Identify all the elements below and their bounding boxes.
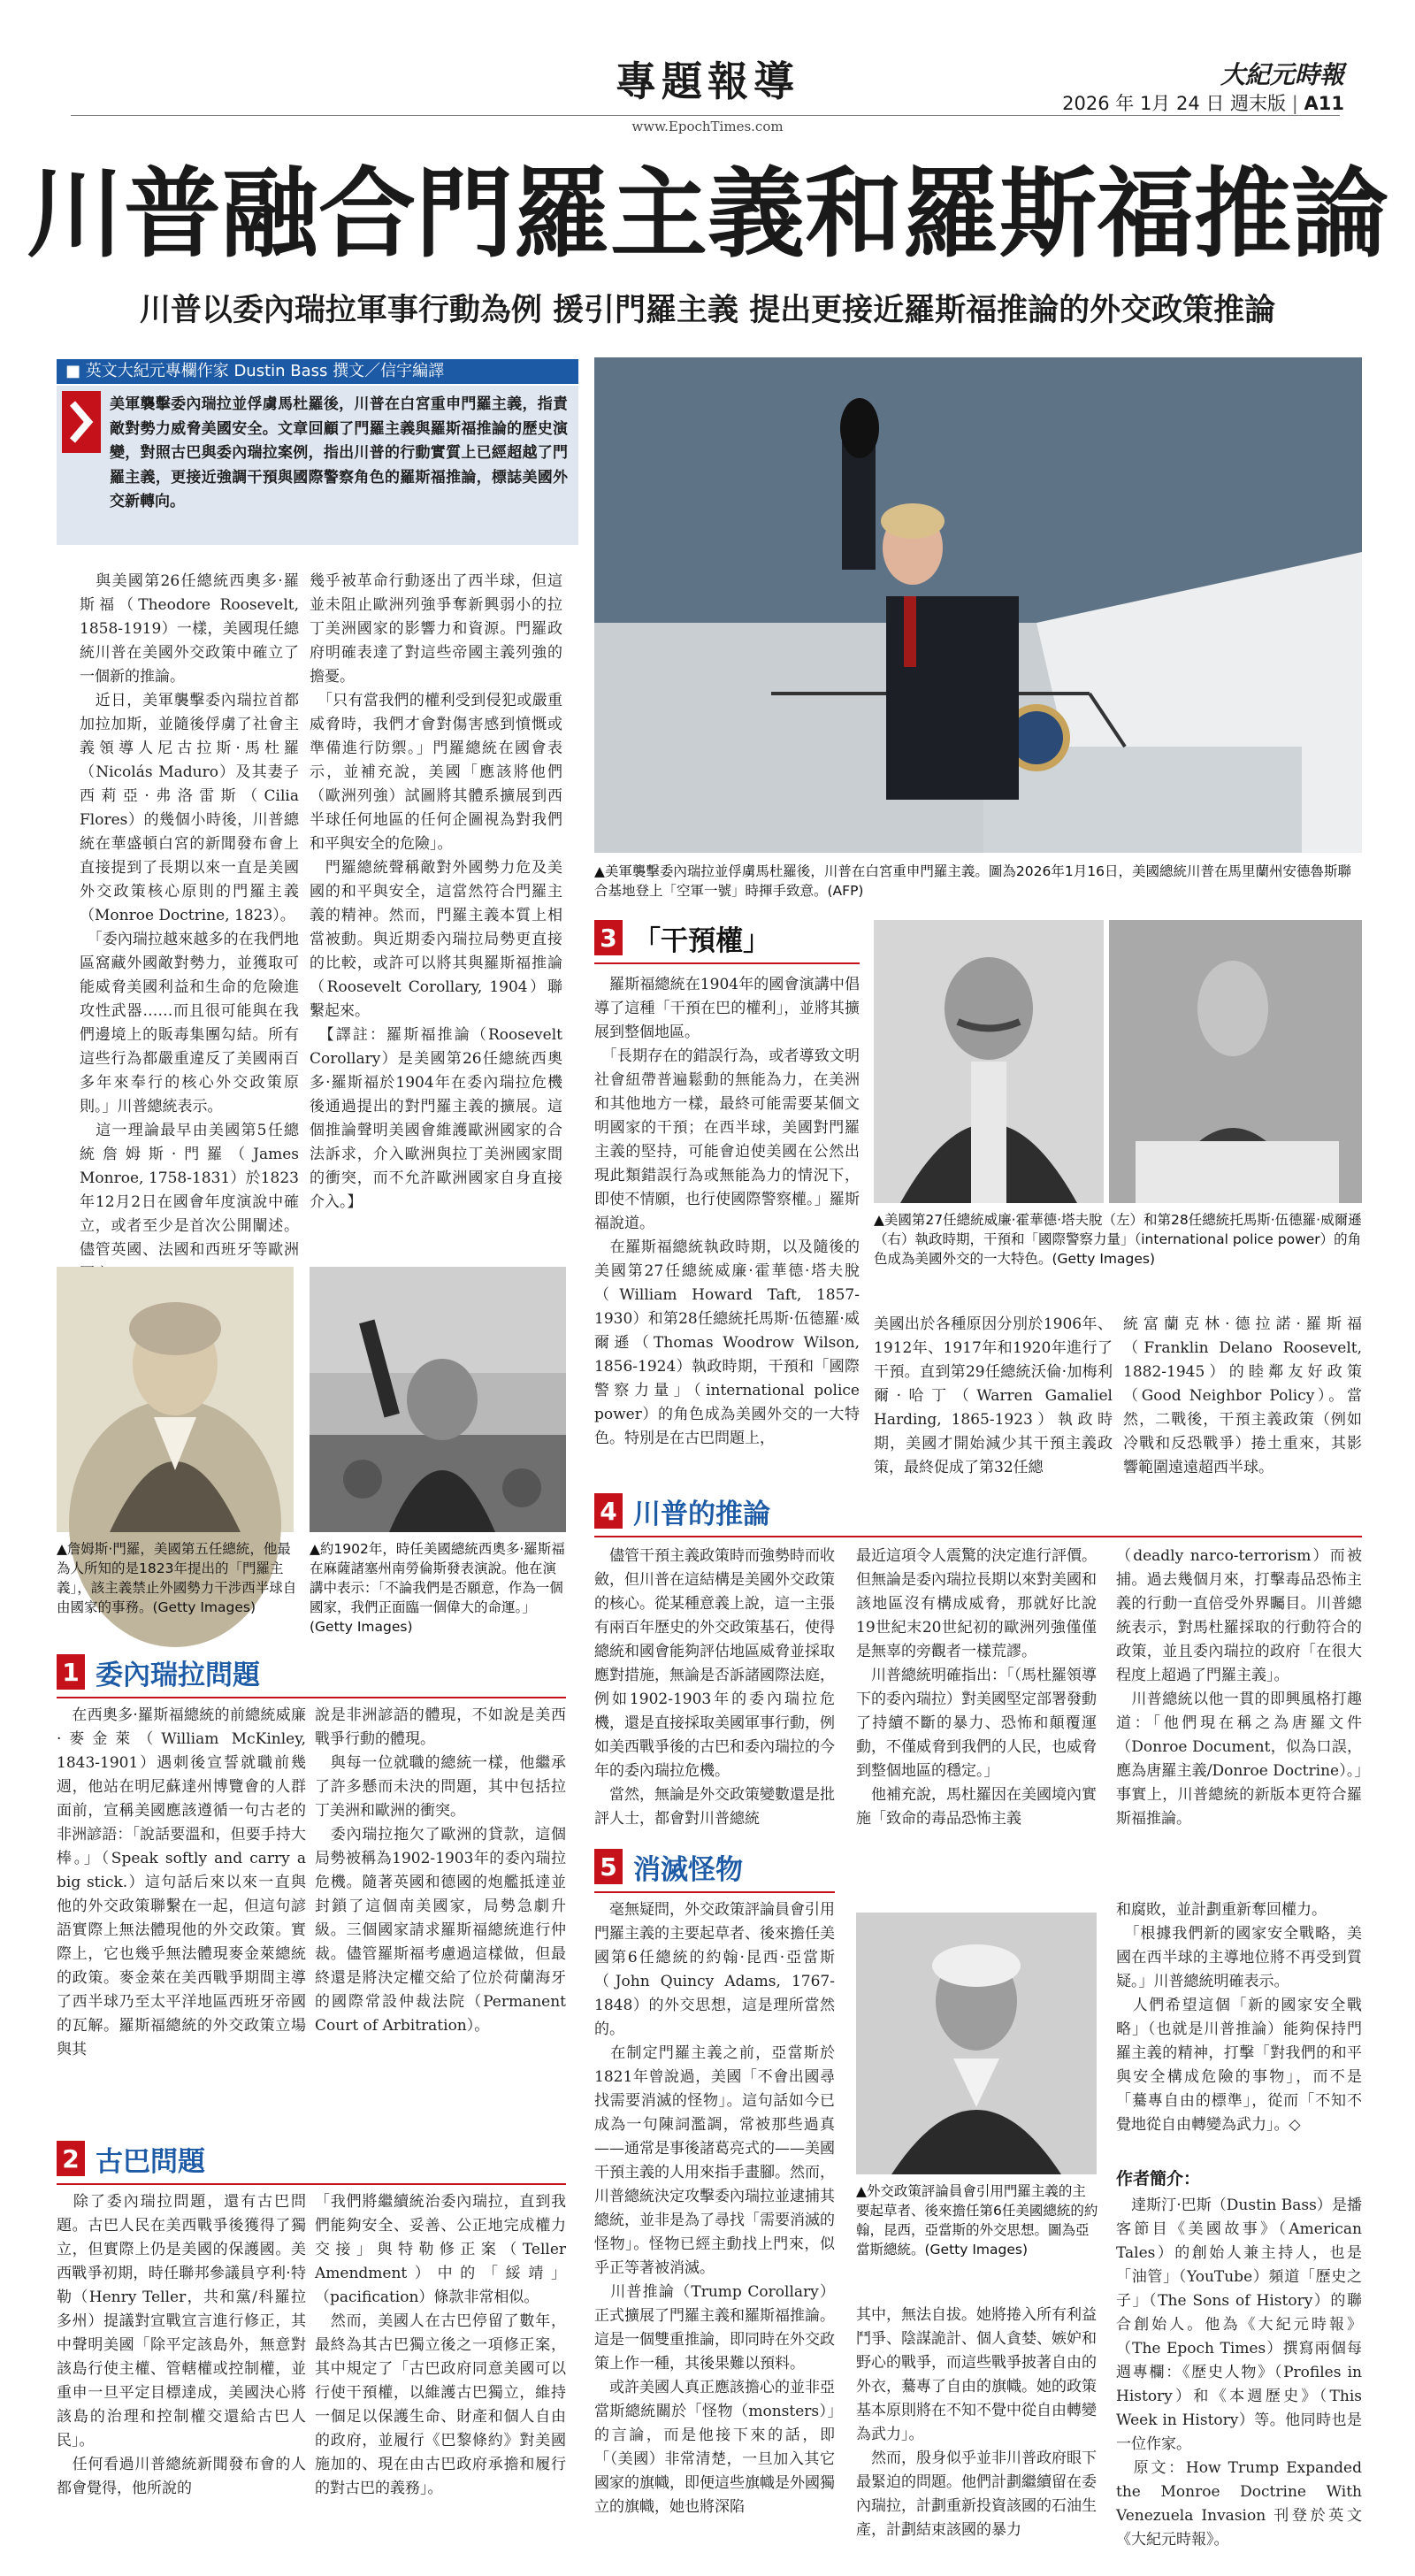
section-1-column-a: 在西奧多·羅斯福總統的前總統威廉·麥金萊（William McKinley, 1843-1901）遇刺後宣誓就職前幾週，他站在明尼蘇達州博覽會的人群面前，宣稱美國應該遵循一句古老的非洲諺語：「說話要溫和，但要手持大棒。」（Speak softly and carry a big stick.）這句話后來以來一直與他的外交政策聯繫在一起，但這句諺語實際上無法體現他的外交政策。實際上，它也幾乎無法體現麥金萊總統的政策。麥金萊在美西戰爭期間主導了西半球乃至太平洋地區西班牙帝國的瓦解。羅斯福總統的外交政策立場與其 <box>57 1706 306 2058</box>
adams-caption: ▲外交政策評論員會引用門羅主義的主要起草者、後來擔任第6任美國總統的約翰，昆西，亞當斯的外交思想。圖為亞當斯總統。(Getty Images) <box>856 2183 1098 2258</box>
section-number: 1 <box>57 1654 85 1690</box>
section-number: 5 <box>594 1849 623 1884</box>
section-2-column-b: 「我們將繼續統治委內瑞拉，直到我們能夠安全、妥善、公正地完成權力交接」與特勒修正案（Teller Amendment）中的「綏靖」（pacification）條款非常相似。 然而，美國人在古巴停留了數年，最終為其古巴獨立後之一項修正案，其中規定了「古巴政府同意美國可以行使干預權，以維護古巴獨立，維持一個足以保護生命、財產和個人自由的政府，並履行《巴黎條約》對美國施加的、現在由古巴政府承擔和履行的對古巴的義務」。 <box>315 2193 566 2497</box>
section-title: 「干預權」 <box>633 924 770 957</box>
byline: ■ 英文大紀元專欄作家 Dustin Bass 撰文／信宇編譯 <box>57 359 578 384</box>
issue-info <box>1035 92 1344 115</box>
trump-caption: ▲美軍襲擊委內瑞拉並俘虜馬杜羅後，川普在白宮重申門羅主義。圖為2026年1月16日，美國總統川普在馬里蘭州安德魯斯聯合基地登上「空軍一號」時揮手致意。(AFP) <box>594 863 1351 899</box>
issue-date: 2026 年 1月 24 日 週末版 <box>1062 93 1287 114</box>
red-chevron-icon <box>62 391 101 453</box>
monroe-caption: ▲詹姆斯·門羅，美國第五任總統，他最為人所知的是1823年提出的「門羅主義」，該主義禁止外國勢力干涉西半球自由國家的事務。(Getty Images) <box>57 1541 297 1615</box>
section-4-column-b: 最近這項令人震驚的決定進行評價。但無論是委內瑞拉長期以來對美國和該地區沒有構成威脅，那就好比說19世紀末20世紀初的歐洲列強僅僅是無辜的旁觀者一樣荒謬。 川普總統明確指出：「（馬杜羅領導下的委內瑞拉）對美國堅定部署發動了持續不斷的暴力、恐怖和顛覆運動，不僅威脅到我們的人民，也威脅到整個地區的穩定。」 他補充說，馬杜羅因在美國境內實施「致命的毒品恐怖主義 <box>856 1547 1097 1828</box>
article-column-1: 與美國第26任總統西奧多·羅斯福（Theodore Roosevelt, 1858-1919）一樣，美國現任總統川普在美國外交政策中確立了一個新的推論。 近日，美軍襲擊委內瑞拉首都加拉加斯，並隨後俘虜了社會主義領導人尼古拉斯·馬杜羅（Nicolás Maduro）及其妻子西莉亞·弗洛雷斯（Cilia Flores）的幾個小時後，川普總統在華盛頓白宮的新聞發布會上直接提到了長期以來一直是美國外交政策核心原則的門羅主義（Monroe Doctrine, 1823）。 「委內瑞拉越來越多的在我們地區窩藏外國敵對勢力，並獲取可能威脅美國利益和生命的危險進攻性武器……而且很可能與在我們邊境上的販毒集團勾結。所有這些行為都嚴重違反了美國兩百多年來奉行的核心外交政策原則。」川普總統表示。 這一理論最早由美國第5任總統詹姆斯·門羅（James Monroe, 1758-1831）於1823年12月2日在國會年度演說中確立，或者至少是首次公開闡述。儘管英國、法國和西班牙等歐洲 <box>80 572 299 1259</box>
section-number: 4 <box>594 1493 623 1529</box>
section-2-column-a: 除了委內瑞拉問題，還有古巴問題。古巴人民在美西戰爭後獲得了獨立，但實際上仍是美國的保護國。美西戰爭初期，時任聯邦參議員亨利·特勒（Henry Teller，共和黨/科羅拉多州）提議對宣戰宣言進行修正，其中聲明美國「除平定該島外，無意對該島行使主權、管轄權或控制權，並重申一旦平定目標達成，美國決心將該島的治理和控制權交還給古巴人民」。 任何看過川普總統新聞發布會的人都會覺得，他所說的 <box>57 2193 306 2497</box>
section-1-column-b: 說是非洲諺語的體現，不如說是美西戰爭行動的體現。 與每一位就職的總統一樣，他繼承了許多懸而未決的問題，其中包括拉丁美洲和歐洲的衝突。 委內瑞拉拖欠了歐洲的貸款，這個局勢被稱為1902-1903年的委內瑞拉危機。隨著英國和德國的炮艦抵達並封鎖了這個南美國家，局勢急劇升級。三個國家請求羅斯福總統進行仲裁。儘管羅斯福考慮過這樣做，但最終還是將決定權交給了位於荷蘭海牙的國際常設仲裁法院（Permanent Court of Arbitration）。 <box>315 1706 566 2035</box>
section-3-continued-a: 美國出於各種原因分別於1906年、1912年、1917年和1920年進行了干預。直到第29任總統沃倫·加梅利爾·哈丁（Warren Gamaliel Harding, 1865-1923）執政時期，美國才開始減少其干預主義政策，最終促成了第32任總 <box>874 1315 1113 1476</box>
section-3-column: 羅斯福總統在1904年的國會演講中倡導了這種「干預在巴的權利」，並將其擴展到整個地區。 「長期存在的錯誤行為，或者導致文明社會紐帶普遍鬆動的無能為力，在美洲和其他地方一樣，最終可能需要某個文明國家的干預；在西半球，美國對門羅主義的堅持，可能會迫使美國在公然出現此類錯誤行為或無能為力的情況下，即使不情願，也行使國際警察權。」羅斯福說道。 在羅斯福總統執政時期，以及隨後的美國第27任總統威廉·霍華德·塔夫脫（William Howard Taft, 1857-1930）和第28任總統托馬斯·伍德羅·威爾遜（Thomas Woodrow Wilson, 1856-1924）執政時期，干預和「國際警察力量」（international police power）的角色成為美國外交的一大特色。特別是在古巴問題上， <box>594 976 860 1447</box>
lede-text: 美軍襲擊委內瑞拉並俘虜馬杜羅後，川普在白宮重申門羅主義，指責敵對勢力威脅美國安全。文章回顧了門羅主義與羅斯福推論的歷史演變，對照古巴與委內瑞拉案例，指出川普的行動實質上已經超越了門羅主義，更接近強調干預與國際警察角色的羅斯福推論，標誌美國外交新轉向。 <box>110 395 568 510</box>
section-label: 專題報導 <box>616 58 799 105</box>
section-5-column-c: 和腐敗，並計劃重新奪回權力。 「根據我們新的國家安全戰略，美國在西半球的主導地位將不再受到質疑。」川普總統明確表示。 人們希望這個「新的國家安全戰略」（也就是川普推論）能夠保持門羅主義的精神，打擊「對我們的和平與安全構成危險的事物」，而不是「驀專自由的標準」，從而「不知不覺地從自由轉變為武力」。◇ <box>1116 1901 1362 2134</box>
section-title: 川普的推論 <box>633 1498 770 1530</box>
roosevelt-photo <box>310 1267 566 1532</box>
section-number: 2 <box>57 2141 85 2176</box>
headline: 川普融合門羅主義和羅斯福推論 <box>27 157 1388 271</box>
section-4-column-a: 儘管干預主義政策時而強勢時而收斂，但川普在這結構是美國外交政策的核心。從某種意義上說，這一主張有兩百年歷史的外交政策基石，使得總統和國會能夠評估地區威脅並採取應對措施，無論是否訴諸國際法庭，例如1902-1903年的委內瑞拉危機，還是直接採取美國軍事行動，例如美西戰爭後的古巴和委內瑞拉的今年的委內瑞拉危機。 當然，無論是外交政策變數還是批評人士，都會對川普總統 <box>594 1547 835 1828</box>
article-column-2: 幾乎被革命行動逐出了西半球，但這並未阻止歐洲列強爭奪新興弱小的拉丁美洲國家的影響力和資源。門羅政府明確表達了對這些帝國主義列強的擔憂。 「只有當我們的權利受到侵犯或嚴重威脅時，我們才會對傷害感到憤慨或準備進行防禦。」門羅總統在國會表示，並補充說，美國「應該將他們（歐洲列強）試圖將其體系擴展到西半球任何地區的任何企圖視為對我們和平與安全的危險」。 門羅總統聲稱敵對外國勢力危及美國的和平與安全，這當然符合門羅主義的精神。然而，門羅主義本質上相當被動。與近期委內瑞拉局勢更直接的比較，或許可以將其與羅斯福推論（Roosevelt Corollary, 1904）聯繫起來。 【譯註：羅斯福推論（Roosevelt Corollary）是美國第26任總統西奧多·羅斯福於1904年在委內瑞拉危機後通過提出的對門羅主義的擴展。這個推論聲明美國會維護歐洲國家的合法訴求，介入歐洲與拉丁美洲國家間的衝突，而不允許歐洲國家自身直接介入。】 <box>310 572 562 1211</box>
newspaper-logo: 大紀元時報 <box>1220 60 1344 89</box>
roosevelt-caption: ▲約1902年，時任美國總統西奧多·羅斯福在麻薩諸塞州南勞倫斯發表演說。他在演講中表示：「不論我們是否願意，作為一個國家，我們正面臨一個偉大的命運。」(Getty Images) <box>310 1541 565 1635</box>
section-rule <box>594 962 860 964</box>
section-heading-4 <box>594 1493 770 1529</box>
section-heading-2 <box>57 2141 205 2176</box>
author-bio: 達斯汀·巴斯（Dustin Bass）是播客節目《美國故事》（American Tales）的創始人兼主持人，也是「油管」（YouTube）頻道「歷史之子」（The Sons of History）的聯合創始人。他為《大紀元時報》（The Epoch Times）撰寫兩個每週專欄：《歷史人物》（Profiles in History）和《本週歷史》（This Week in History）等。他同時也是一位作家。 原文：How Trump Expanded the Monroe Doctrine With Venezuela Invasion 刊登於英文《大紀元時報》。 <box>1116 2196 1362 2549</box>
section-heading-3 <box>594 920 770 955</box>
adams-portrait <box>856 1913 1097 2174</box>
section-title: 消滅怪物 <box>633 1853 743 1886</box>
subheadline: 川普以委內瑞拉軍事行動為例 援引門羅主義 提出更接近羅斯福推論的外交政策推論 <box>139 293 1276 328</box>
masthead-rule <box>71 115 1340 116</box>
wilson-portrait <box>1109 920 1362 1203</box>
lede-box <box>57 386 578 545</box>
section-rule <box>594 1891 835 1893</box>
section-3-continued-b: 統富蘭克林·德拉諾·羅斯福（Franklin Delano Roosevelt, 1882-1945）的睦鄰友好政策（Good Neighbor Policy）。當然，二戰後，干預主義政策（例如冷戰和反恐戰爭）捲土重來，其影響範圍遠遠超西半球。 <box>1123 1315 1362 1476</box>
section-heading-1 <box>57 1654 260 1690</box>
section-rule <box>594 1536 1362 1537</box>
site-url: www.EpochTimes.com <box>0 119 1415 134</box>
issue-divider: | <box>1291 93 1304 114</box>
taft-wilson-caption: ▲美國第27任總統威廉·霍華德·塔夫脫（左）和第28任總統托馬斯·伍德羅·威爾遜（右）執政時期，干預和「國際警察力量」（international police power）的角色成為美國外交的一大特色。(Getty Images) <box>874 1212 1362 1267</box>
section-title: 古巴問題 <box>96 2145 205 2178</box>
section-5-column-a: 毫無疑問，外交政策評論員會引用門羅主義的主要起草者、後來擔任美國第6任總統的約翰·昆西·亞當斯（John Quincy Adams, 1767-1848）的外交思想，這是理所當然的。 在制定門羅主義之前，亞當斯於1821年曾說過，美國「不會出國尋找需要消滅的怪物」。這句話如今已成為一句陳詞濫調，常被那些過真——通常是事後諸葛亮式的——美國干預主義的人用來指手畫腳。然而，川普總統決定攻擊委內瑞拉並逮捕其總統，並非是為了尋找「需要消滅的怪物」。怪物已經主動找上門來，似乎正等著被消滅。 川普推論（Trump Corollary）正式擴展了門羅主義和羅斯福推論。這是一個雙重推論，即同時在外交政策上作一種，其後果難以預料。 或許美國人真正應該擔心的並非亞當斯總統關於「怪物（monsters）」的言論，而是他接下來的話，即「（美國）非常清楚，一旦加入其它國家的旗幟，即便這些旗幟是外國獨立的旗幟，她也將深陷 <box>594 1901 835 2516</box>
section-5-column-b: 其中，無法自拔。她將捲入所有利益鬥爭、陰謀詭計、個人貪婪、嫉妒和野心的戰爭，而這些戰爭披著自由的外衣，驀專了自由的旗幟。她的政策基本原則將在不知不覺中從自由轉變為武力」。 然而，殷身似乎並非川普政府眼下最緊迫的問題。他們計劃繼續留在委內瑞拉，計劃重新投資該國的石油生產，計劃結束該國的暴力 <box>856 2306 1097 2539</box>
section-rule <box>57 2183 566 2185</box>
section-rule <box>57 1697 566 1698</box>
section-title: 委內瑞拉問題 <box>96 1659 260 1691</box>
monroe-portrait <box>57 1267 294 1532</box>
trump-photo <box>594 357 1362 853</box>
section-number: 3 <box>594 920 623 955</box>
page-number: A11 <box>1304 93 1344 114</box>
section-4-column-c: （deadly narco-terrorism）而被捕。過去幾個月來，打擊毒品恐怖主義的行動一直倍受外界矚目。川普總統表示，對馬杜羅採取的行動符合的政策，並且委內瑞拉的政府「在很大程度上超過了門羅主義」。 川普總統以他一貫的即興風格打趣道：「他們現在稱之為唐羅文件（Donroe Document，似為口誤，應為唐羅主義/Donroe Doctrine）。」事實上，川普總統的新版本更符合羅斯福推論。 <box>1116 1547 1362 1828</box>
author-heading: 作者簡介： <box>1116 2169 1201 2189</box>
taft-portrait <box>874 920 1104 1203</box>
section-heading-5 <box>594 1849 743 1884</box>
